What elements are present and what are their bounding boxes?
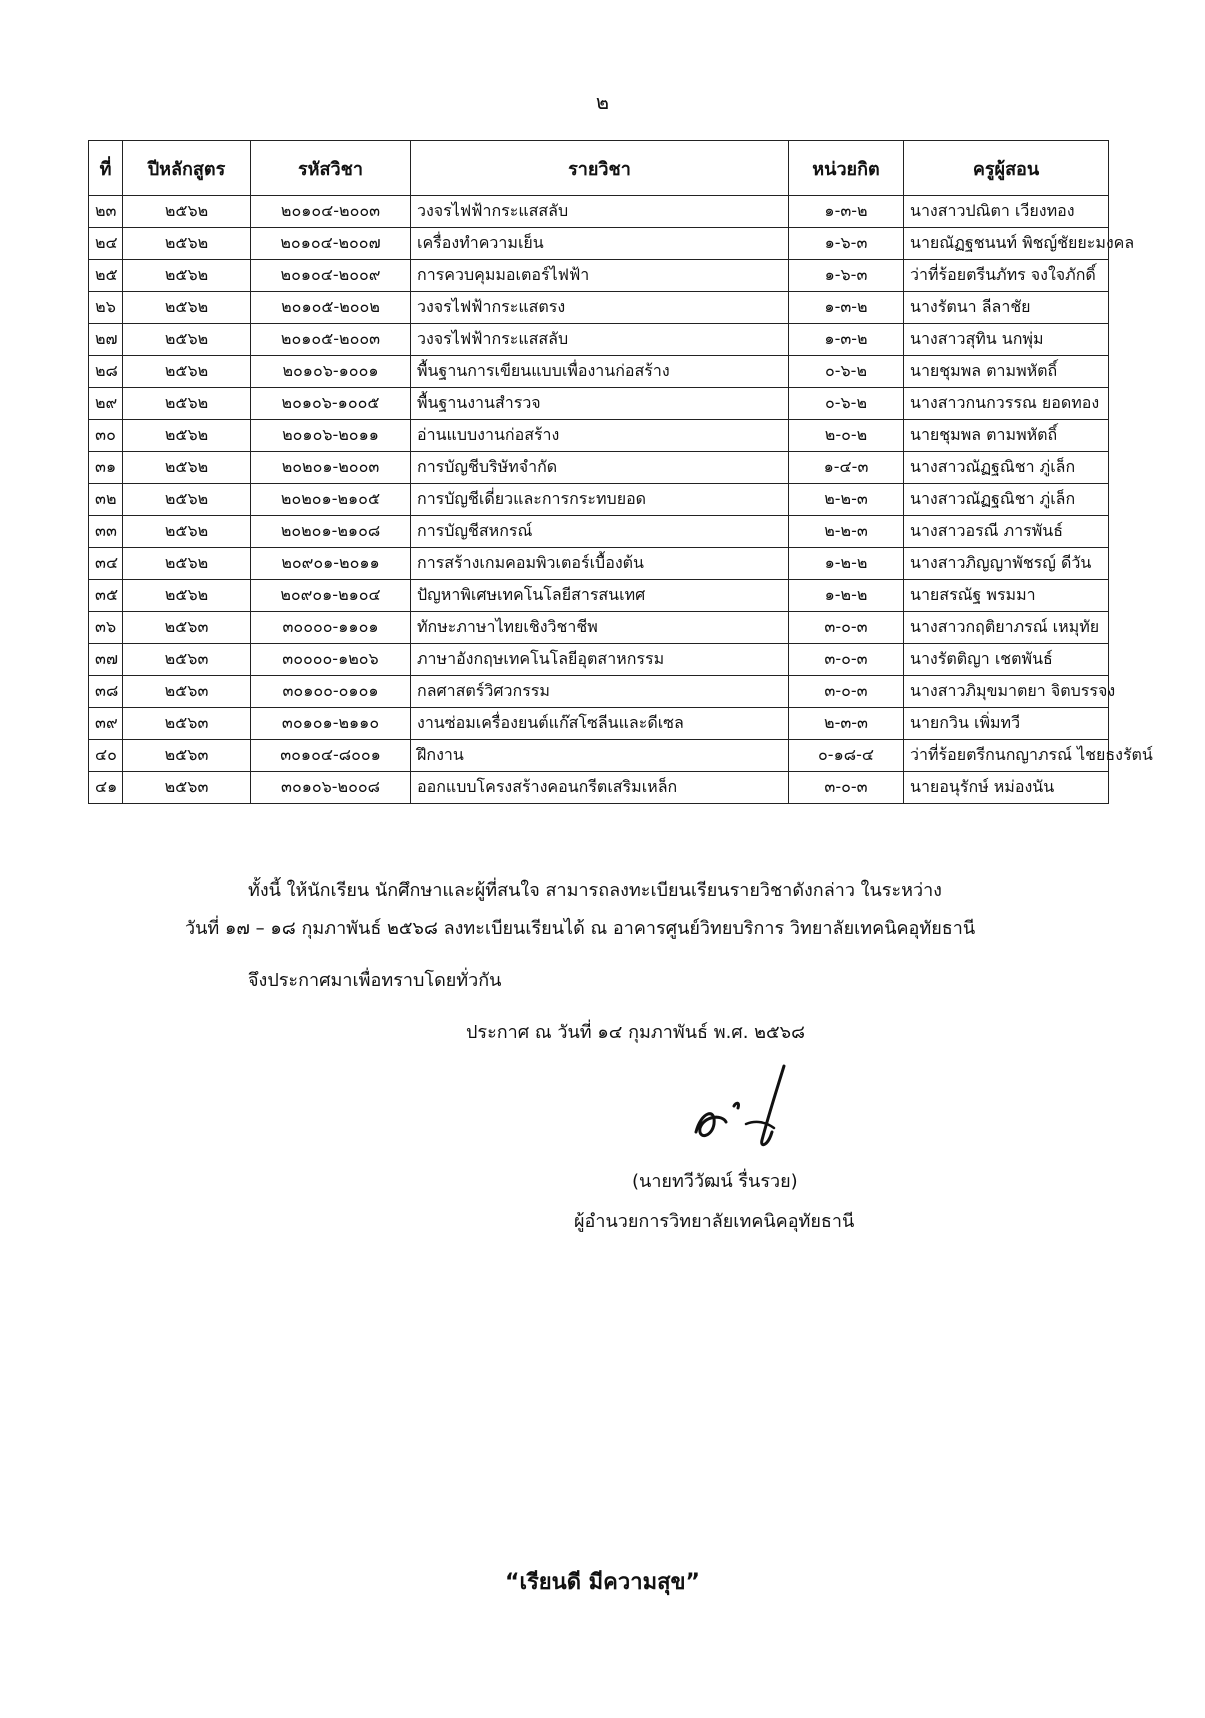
header-code: รหัสวิชา — [251, 141, 411, 196]
cell-no: ๓๒ — [89, 484, 123, 516]
cell-code: ๓๐๑๐๖-๒๐๐๘ — [251, 772, 411, 804]
cell-no: ๒๓ — [89, 196, 123, 228]
cell-year: ๒๕๖๒ — [123, 260, 251, 292]
cell-subject: วงจรไฟฟ้ากระแสสลับ — [411, 324, 789, 356]
cell-year: ๒๕๖๒ — [123, 324, 251, 356]
cell-teacher: นางรัตนา ลีลาชัย — [904, 292, 1109, 324]
paragraph-line-2: วันที่ ๑๗ – ๑๘ กุมภาพันธ์ ๒๕๖๘ ลงทะเบียนเรียนได้ ณ อาคารศูนย์วิทยบริการ วิทยาลัยเทคนิคอุทัยธานี — [185, 918, 976, 939]
cell-no: ๓๗ — [89, 644, 123, 676]
cell-year: ๒๕๖๒ — [123, 548, 251, 580]
cell-year: ๒๕๖๒ — [123, 292, 251, 324]
cell-credit: ๓-๐-๓ — [789, 612, 904, 644]
cell-subject: ปัญหาพิเศษเทคโนโลยีสารสนเทศ — [411, 580, 789, 612]
cell-no: ๓๓ — [89, 516, 123, 548]
cell-subject: ภาษาอังกฤษเทคโนโลยีอุตสาหกรรม — [411, 644, 789, 676]
cell-credit: ๑-๖-๓ — [789, 260, 904, 292]
cell-subject: งานซ่อมเครื่องยนต์แก๊สโซลีนและดีเซล — [411, 708, 789, 740]
cell-teacher: นางสาวภิมุขมาตยา จิตบรรจง — [904, 676, 1109, 708]
header-no: ที่ — [89, 141, 123, 196]
cell-subject: กลศาสตร์วิศวกรรม — [411, 676, 789, 708]
signature-image — [676, 1062, 816, 1162]
course-table-container — [88, 140, 1153, 804]
cell-no: ๒๔ — [89, 228, 123, 260]
cell-year: ๒๕๖๒ — [123, 420, 251, 452]
cell-credit: ๒-๓-๓ — [789, 708, 904, 740]
cell-credit: ๒-๒-๓ — [789, 484, 904, 516]
table-row — [89, 292, 1109, 324]
cell-no: ๒๖ — [89, 292, 123, 324]
cell-no: ๓๔ — [89, 548, 123, 580]
table-row — [89, 196, 1109, 228]
cell-subject: อ่านแบบงานก่อสร้าง — [411, 420, 789, 452]
cell-code: ๒๐๑๐๔-๒๐๐๓ — [251, 196, 411, 228]
cell-subject: วงจรไฟฟ้ากระแสตรง — [411, 292, 789, 324]
cell-no: ๔๐ — [89, 740, 123, 772]
motto: “เรียนดี มีความสุข” — [504, 1570, 701, 1595]
cell-teacher: นางสาวณัฏฐณิชา ภู่เล็ก — [904, 484, 1109, 516]
cell-teacher: นายอนุรักษ์ หม่องนัน — [904, 772, 1109, 804]
cell-year: ๒๕๖๒ — [123, 356, 251, 388]
cell-code: ๒๐๑๐๕-๒๐๐๓ — [251, 324, 411, 356]
cell-code: ๓๐๑๐๔-๘๐๐๑ — [251, 740, 411, 772]
cell-teacher: นางรัตติญา เชตพันธ์ — [904, 644, 1109, 676]
cell-code: ๒๐๙๐๑-๒๐๑๑ — [251, 548, 411, 580]
cell-credit: ๑-๒-๒ — [789, 580, 904, 612]
cell-year: ๒๕๖๓ — [123, 772, 251, 804]
cell-code: ๒๐๒๐๑-๒๑๐๘ — [251, 516, 411, 548]
table-row — [89, 580, 1109, 612]
cell-credit: ๒-๐-๒ — [789, 420, 904, 452]
cell-teacher: นางสาวกนกวรรณ ยอดทอง — [904, 388, 1109, 420]
table-body — [89, 196, 1153, 804]
cell-no: ๓๑ — [89, 452, 123, 484]
cell-code: ๓๐๑๐๑-๒๑๑๐ — [251, 708, 411, 740]
announce-date: ประกาศ ณ วันที่ ๑๔ กุมภาพันธ์ พ.ศ. ๒๕๖๘ — [466, 1022, 805, 1043]
table-row — [89, 420, 1109, 452]
cell-code: ๒๐๒๐๑-๒๐๐๓ — [251, 452, 411, 484]
course-table — [88, 140, 1153, 804]
cell-year: ๒๕๖๒ — [123, 580, 251, 612]
cell-code: ๓๐๐๐๐-๑๑๐๑ — [251, 612, 411, 644]
cell-teacher: นางสาวกฤติยาภรณ์ เหมุทัย — [904, 612, 1109, 644]
header-year: ปีหลักสูตร — [123, 141, 251, 196]
cell-teacher: นางสาวณัฏฐณิชา ภู่เล็ก — [904, 452, 1109, 484]
table-row — [89, 772, 1109, 804]
cell-credit: ๑-๒-๒ — [789, 548, 904, 580]
cell-credit: ๐-๑๘-๔ — [789, 740, 904, 772]
cell-credit: ๐-๖-๒ — [789, 388, 904, 420]
cell-subject: ออกแบบโครงสร้างคอนกรีตเสริมเหล็ก — [411, 772, 789, 804]
cell-year: ๒๕๖๒ — [123, 196, 251, 228]
cell-no: ๒๙ — [89, 388, 123, 420]
cell-subject: การควบคุมมอเตอร์ไฟฟ้า — [411, 260, 789, 292]
cell-year: ๒๕๖๒ — [123, 228, 251, 260]
cell-subject: พื้นฐานการเขียนแบบเพื่องานก่อสร้าง — [411, 356, 789, 388]
cell-no: ๓๙ — [89, 708, 123, 740]
table-row — [89, 644, 1109, 676]
cell-no: ๓๘ — [89, 676, 123, 708]
cell-code: ๒๐๑๐๖-๑๐๐๑ — [251, 356, 411, 388]
cell-credit: ๑-๔-๓ — [789, 452, 904, 484]
table-row — [89, 484, 1109, 516]
cell-year: ๒๕๖๒ — [123, 484, 251, 516]
cell-credit: ๑-๓-๒ — [789, 196, 904, 228]
cell-code: ๒๐๒๐๑-๒๑๐๕ — [251, 484, 411, 516]
table-row — [89, 228, 1109, 260]
cell-code: ๒๐๑๐๖-๒๐๑๑ — [251, 420, 411, 452]
cell-teacher: นางสาวอรณี ภารพันธ์ — [904, 516, 1109, 548]
cell-teacher: นางสาวภิญญาพัชรญ์ ดีวัน — [904, 548, 1109, 580]
cell-code: ๓๐๑๐๐-๐๑๐๑ — [251, 676, 411, 708]
cell-subject: การบัญชีเดี่ยวและการกระทบยอด — [411, 484, 789, 516]
cell-no: ๓๐ — [89, 420, 123, 452]
cell-code: ๒๐๑๐๔-๒๐๐๙ — [251, 260, 411, 292]
cell-credit: ๑-๓-๒ — [789, 292, 904, 324]
cell-code: ๒๐๑๐๖-๑๐๐๕ — [251, 388, 411, 420]
cell-credit: ๐-๖-๒ — [789, 356, 904, 388]
cell-credit: ๓-๐-๓ — [789, 676, 904, 708]
header-teacher: ครูผู้สอน — [904, 141, 1109, 196]
cell-teacher: ว่าที่ร้อยตรีกนกญาภรณ์ ไชยธงรัตน์ — [904, 740, 1109, 772]
cell-teacher: ว่าที่ร้อยตรีนภัทร จงใจภักดิ์ — [904, 260, 1109, 292]
cell-code: ๒๐๑๐๔-๒๐๐๗ — [251, 228, 411, 260]
cell-subject: วงจรไฟฟ้ากระแสสลับ — [411, 196, 789, 228]
cell-year: ๒๕๖๓ — [123, 740, 251, 772]
header-subject: รายวิชา — [411, 141, 789, 196]
cell-year: ๒๕๖๓ — [123, 676, 251, 708]
cell-code: ๓๐๐๐๐-๑๒๐๖ — [251, 644, 411, 676]
table-row — [89, 548, 1109, 580]
cell-teacher: นายกวิน เพิ่มทวี — [904, 708, 1109, 740]
table-row — [89, 388, 1109, 420]
cell-teacher: นายชุมพล ตามพหัตถิ์ — [904, 356, 1109, 388]
cell-year: ๒๕๖๓ — [123, 708, 251, 740]
table-row — [89, 676, 1109, 708]
cell-no: ๓๕ — [89, 580, 123, 612]
page-number: ๒ — [595, 90, 610, 114]
cell-subject: การสร้างเกมคอมพิวเตอร์เบื้องต้น — [411, 548, 789, 580]
cell-teacher: นายชุมพล ตามพหัตถิ์ — [904, 420, 1109, 452]
cell-credit: ๒-๒-๓ — [789, 516, 904, 548]
cell-subject: พื้นฐานงานสำรวจ — [411, 388, 789, 420]
signer-title: ผู้อำนวยการวิทยาลัยเทคนิคอุทัยธานี — [574, 1211, 855, 1232]
cell-teacher: นายสรณัฐ พรมมา — [904, 580, 1109, 612]
cell-no: ๒๘ — [89, 356, 123, 388]
cell-subject: เครื่องทำความเย็น — [411, 228, 789, 260]
cell-year: ๒๕๖๒ — [123, 516, 251, 548]
cell-credit: ๓-๐-๓ — [789, 772, 904, 804]
paragraph-line-1: ทั้งนี้ ให้นักเรียน นักศึกษาและผู้ที่สนใจ สามารถลงทะเบียนเรียนรายวิชาดังกล่าว ในระหว่าง — [248, 880, 942, 901]
cell-credit: ๑-๖-๓ — [789, 228, 904, 260]
cell-code: ๒๐๑๐๕-๒๐๐๒ — [251, 292, 411, 324]
table-row — [89, 452, 1109, 484]
cell-no: ๒๗ — [89, 324, 123, 356]
paragraph-closing: จึงประกาศมาเพื่อทราบโดยทั่วกัน — [248, 970, 502, 991]
table-row — [89, 260, 1109, 292]
signer-name: (นายทวีวัฒน์ รื่นรวย) — [632, 1171, 798, 1192]
table-row — [89, 612, 1109, 644]
header-credit: หน่วยกิต — [789, 141, 904, 196]
cell-year: ๒๕๖๓ — [123, 612, 251, 644]
table-row — [89, 356, 1109, 388]
cell-year: ๒๕๖๒ — [123, 388, 251, 420]
cell-teacher: นางสาวปณิตา เวียงทอง — [904, 196, 1109, 228]
cell-no: ๒๕ — [89, 260, 123, 292]
table-row — [89, 516, 1109, 548]
cell-year: ๒๕๖๓ — [123, 644, 251, 676]
table-row — [89, 324, 1109, 356]
cell-no: ๔๑ — [89, 772, 123, 804]
cell-teacher: นายณัฏฐชนนท์ พิชญ์ชัยยะมงคล — [904, 228, 1109, 260]
cell-subject: ทักษะภาษาไทยเชิงวิชาชีพ — [411, 612, 789, 644]
table-row — [89, 708, 1109, 740]
cell-credit: ๓-๐-๓ — [789, 644, 904, 676]
cell-teacher: นางสาวสุทิน นกพุ่ม — [904, 324, 1109, 356]
cell-subject: การบัญชีบริษัทจำกัด — [411, 452, 789, 484]
cell-subject: การบัญชีสหกรณ์ — [411, 516, 789, 548]
cell-year: ๒๕๖๒ — [123, 452, 251, 484]
cell-no: ๓๖ — [89, 612, 123, 644]
cell-code: ๒๐๙๐๑-๒๑๐๔ — [251, 580, 411, 612]
cell-subject: ฝึกงาน — [411, 740, 789, 772]
cell-credit: ๑-๓-๒ — [789, 324, 904, 356]
table-row — [89, 740, 1109, 772]
table-header-row — [89, 141, 1109, 196]
